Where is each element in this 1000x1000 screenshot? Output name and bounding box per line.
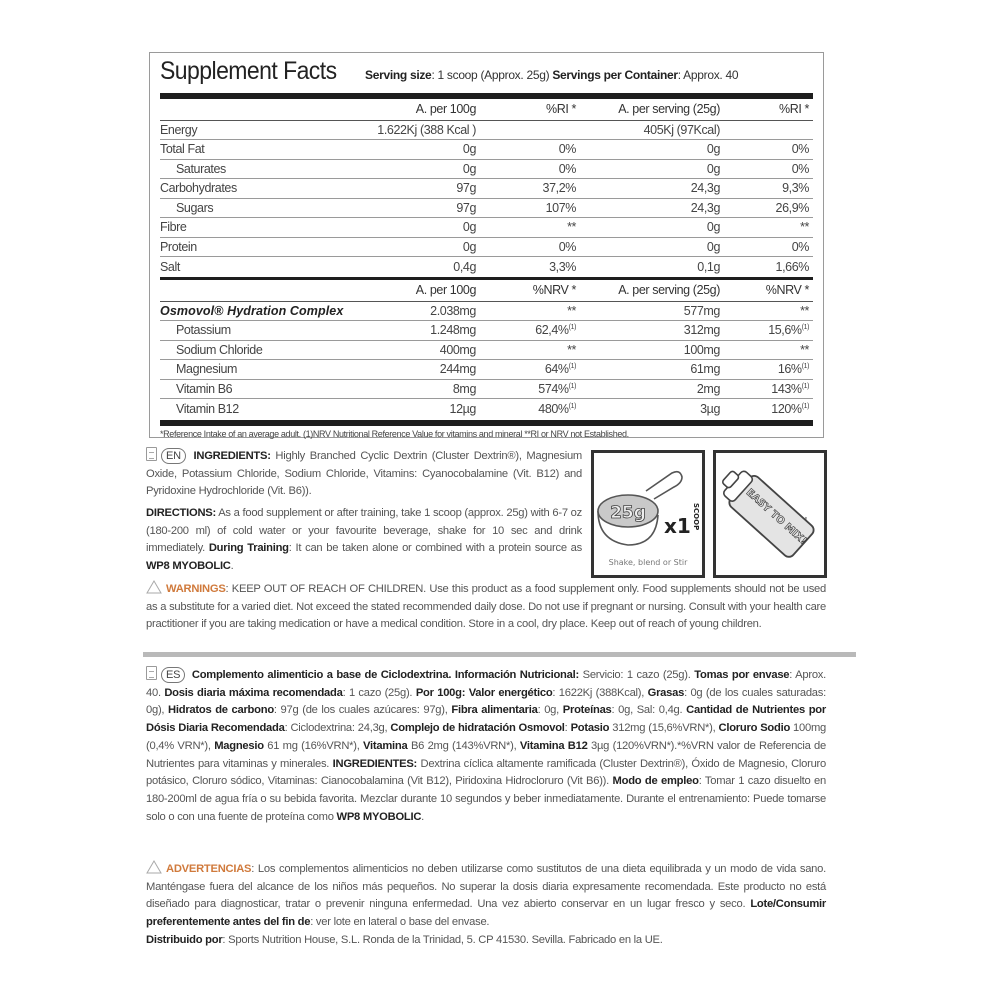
en-directions: DIRECTIONS: As a food supplement or after training, take 1 scoop (approx. 25g) with 6-7 oz (180-200 ml) of cold water or your favourite beverage, shake for 10 sec and drink immediately. During Training: It can be taken alone or combined with a protein source as WP8 MYOBOLIC. (146, 507, 582, 573)
en-warnings: WARNINGS: KEEP OUT OF REACH OF CHILDREN. Use this product as a food supplement only. Food supplements should not be used as a substitute for a varied diet. Not exceed the stated recommended daily dose. Do not use if pregnant or nursing. Consult with your health care practitioner if you are taking medication or have a medical condition. Store in a cool, dry place. Keep out of reach of young children. (146, 580, 826, 634)
warning-icon (146, 860, 162, 874)
svg-text:SCOOP: SCOOP (692, 503, 700, 531)
scoop-illustration (591, 450, 705, 578)
svg-text:EASY TO MIX!: EASY TO MIX! (743, 487, 809, 548)
en-ingredients: EN INGREDIENTS: Highly Branched Cyclic Dextrin (Cluster Dextrin®), Magnesium Oxide, Potassium Chloride, Sodium Chloride, Vitamins: Cyanocobalamine (Vit. B12) and Pyridoxine Hydrochloride (Vit. B6)). (146, 447, 582, 501)
es-information: ES Complemento alimenticio a base de Ciclodextrina. Información Nutricional: Servicio: 1 cazo (25g). Tomas por envase: Aprox. 40. Dosis diaria máxima recomendada: 1 cazo (25g). Por 100g: Valor energético: 1622Kj (388Kcal), Grasas: 0g (de los cuales saturadas: 0g), Hidratos de carbono: 97g (de los cuales azúcares: 97g), Fibra alimentaria: 0g, Proteínas: 0g, Sal: 0,4g. Cantidad de Nutrientes por Dósis Diaria Recomendada: Ciclodextrina: 24,3g, Complejo de hidratación Osmovol: Potasio 312mg (15,6%VRN*), Cloruro Sodio 100mg (0,4% VRN*), Magnesio 61 mg (16%VRN*), Vitamina B6 2mg (143%VRN*), Vitamina B12 3µg (120%VRN*).*%VRN valor de Referencia de Nutrientes para vitaminas y minerales. INGREDIENTES: Dextrina cíclica altamente ramificada (Cluster Dextrin®), Óxido de Magnesio, Cloruro potásico, Cloruro sódico, Vitaminas: Cianocobalamina (Vit B12), Piridoxina Hidrocloruro (Vit B6)). Modo de empleo: Tomar 1 cazo disuelto en 180-200ml de agua fría o su bebida favorita. Mezclar durante 10 segundos y beber inmediatamente. Durante el entrenamiento: Puede tomarse solo o con una fuente de proteína como WP8 MYOBOLIC. (146, 666, 826, 826)
serving-info: Serving size: 1 scoop (Approx. 25g) Servings per Container: Approx. 40 (365, 68, 739, 82)
es-warnings: ADVERTENCIAS: Los complementos alimenticios no deben utilizarse como sustitutos de una dieta equilibrada y un modo de vida sano. Manténgase fuera del alcance de los niños más pequeños. No superar la dosis diaria expresamente recomendada. Este producto no está diseñado para diagnosticar, tratar o prevenir ninguna enfermedad. Una vez abierto conservar en un lugar fresco y seco. Lote/Consumir preferentemente antes del fin de: ver lote en lateral o base del envase. Distribuido por: Sports Nutrition House, S.L. Ronda de la Trinidad, 5. CP 41530. Sevilla. Fabricado en la UE. (146, 860, 826, 950)
scoop-icon (594, 453, 702, 575)
table-row: Salt 0,4g 3,3% 0,1g 1,66% (160, 259, 809, 274)
supplement-facts-panel (149, 52, 824, 438)
table-row: Saturates 0g 0% 0g 0% (160, 159, 813, 179)
table-row: Sodium Chloride 400mg ** 100mg ** (160, 340, 813, 360)
scoop-caption: Shake, blend or Stir (608, 558, 688, 567)
svg-text:x1: x1 (664, 514, 691, 538)
nutrition-table-ri (160, 99, 813, 276)
table-row: Magnesium 244mg 64%$^{(1)}$ 61mg 16%$^{(1)}$ (160, 360, 813, 380)
table-row: Carbohydrates 97g 37,2% 24,3g 9,3% (160, 179, 813, 199)
table-row: Vitamin B6 8mg 574%$^{(1)}$ 2mg 143%$^{(1)}$ (160, 379, 813, 399)
table-header-row: A. per 100g %NRV * A. per serving (25g) %NRV * (160, 280, 813, 301)
table-row-complex: Osmovol® Hydration Complex 2.038mg ** 577mg ** (160, 301, 813, 321)
shaker-icon (716, 453, 824, 575)
facts-header (160, 53, 813, 91)
table-row: Protein 0g 0% 0g 0% (160, 237, 813, 257)
facts-title: Supplement Facts (160, 57, 337, 85)
table-row: Potassium 1.248mg 62,4%$^{(1)}$ 312mg 15,6%$^{(1)}$ (160, 321, 813, 341)
table-row: Vitamin B12 12µg 480%$^{(1)}$ 3µg 120%$^{(1)}$ (176, 401, 809, 416)
shaker-illustration (713, 450, 827, 578)
table-row: Energy 1.622Kj (388 Kcal ) 405Kj (97Kcal) (160, 120, 813, 140)
table-row: Fibre 0g ** 0g ** (160, 218, 813, 238)
language-badge-es: ES (161, 667, 185, 683)
facts-footnote: *Reference Intake of an average adult. (1)NRV Nutritional Reference Value for vitamins and mineral **RI or NRV not Established. (160, 429, 629, 439)
table-header-row: A. per 100g %RI * A. per serving (25g) %RI * (160, 99, 813, 120)
document-icon (146, 666, 157, 680)
warning-icon (146, 580, 162, 594)
language-badge-en: EN (161, 448, 186, 464)
nutrition-table-nrv (160, 280, 813, 418)
table-row: Sugars 97g 107% 24,3g 26,9% (160, 198, 813, 218)
table-row: Total Fat 0g 0% 0g 0% (160, 140, 813, 160)
document-icon (146, 447, 157, 461)
section-divider (143, 652, 856, 657)
svg-text:25g: 25g (610, 503, 646, 523)
